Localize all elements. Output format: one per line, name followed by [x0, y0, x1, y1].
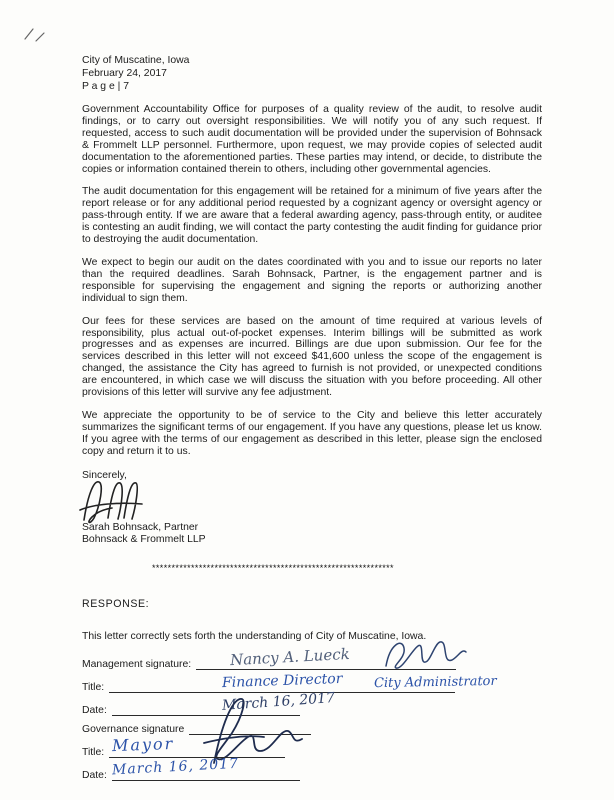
governance-signature-row	[82, 723, 542, 737]
pen-mark	[20, 24, 54, 46]
management-signature-row	[82, 644, 542, 672]
header-date: February 24, 2017	[82, 68, 167, 79]
governance-date-handwriting: March 16, 2017	[111, 755, 240, 778]
date-line	[112, 769, 300, 781]
city-administrator-signature-scribble	[378, 634, 470, 676]
closing-block	[82, 470, 542, 546]
signer-firm: Bohnsack & Frommelt LLP	[82, 533, 206, 545]
paragraph: We expect to begin our audit on the dates coordinated with you and to issue our reports no later than the required deadlines. Sarah Bohnsack, Partner, is the engagement partner and is responsible for supervising the engagement and signing the reports or authorizing another individual to sign them.	[82, 256, 542, 304]
governance-date-row	[82, 755, 542, 783]
signer-name: Sarah Bohnsack, Partner	[82, 521, 199, 533]
governance-signature-scribble	[184, 693, 324, 773]
asterisk-separator: **************************************************************	[152, 562, 394, 573]
management-signature-handwriting: Nancy A. Lueck	[229, 644, 351, 669]
field-label: Title:	[82, 681, 105, 693]
header-page-number: P a g e | 7	[82, 81, 129, 92]
paragraph: We appreciate the opportunity to be of service to the City and believe this letter accurately summarizes the significant terms of our engagement. If you have any questions, please let us know. If you agree with the terms of our engagement as described in this letter, please sign the enclosed copy and return it to us.	[82, 409, 542, 457]
field-label: Date:	[82, 704, 107, 716]
field-label: Date:	[82, 769, 107, 781]
title-line	[109, 681, 455, 693]
response-heading: RESPONSE:	[82, 597, 150, 610]
management-date-handwriting: March 16, 2017	[221, 689, 336, 714]
sarah-bohnsack-signature-scribble	[78, 476, 158, 526]
closing-salutation: Sincerely,	[82, 469, 127, 481]
field-label: Title:	[82, 746, 105, 758]
governance-title-handwriting: Mayor	[111, 733, 175, 755]
response-form	[82, 644, 542, 783]
title-line	[109, 746, 285, 758]
response-statement: This letter correctly sets forth the understanding of City of Muscatine, Iowa.	[82, 630, 427, 642]
management-title-handwriting: Finance Director	[221, 670, 343, 691]
field-label: Governance signature	[82, 723, 185, 735]
governance-title-row	[82, 733, 542, 760]
letter-header	[82, 54, 542, 93]
administrator-title-handwriting: City Administrator	[373, 673, 497, 691]
field-label: Management signature:	[82, 658, 192, 670]
paragraph: Our fees for these services are based on the amount of time required at various levels of responsibility, plus actual out-of-pocket expenses. Interim billings will be submitted as work progresses and as expenses are incurred. Billings are due upon submission. Our fee for the services described in this letter will not exceed $41,600 unless the scope of the engagement is changed, the assistance the City has agreed to furnish is not provided, or unexpected conditions are encountered, in which case we will discuss the situation with you before proceeding. All other provisions of this letter will survive any fee adjustment.	[82, 315, 542, 399]
paragraph: The audit documentation for this engagement will be retained for a minimum of five years after the report release or for any additional period requested by a cognizant agency or oversight agency or pass-through entity. If we are aware that a federal awarding agency, pass-through entity, or auditee is contesting an audit finding, we will contact the party contesting the audit finding for guidance prior to destroying the audit documentation.	[82, 186, 542, 246]
paragraph: Government Accountability Office for purposes of a quality review of the audit, to resolve audit findings, or to carry out oversight responsibilities. We will notify you of any such request. If requested, access to such audit documentation will be provided under the supervision of Bohnsack & Frommelt LLP personnel. Furthermore, upon request, we may provide copies of selected audit documentation to the aforementioned parties. These parties may intend, or decide, to distribute the copies or information contained therein to others, including other governmental agencies.	[82, 104, 542, 175]
header-city: City of Muscatine, Iowa	[82, 55, 190, 66]
